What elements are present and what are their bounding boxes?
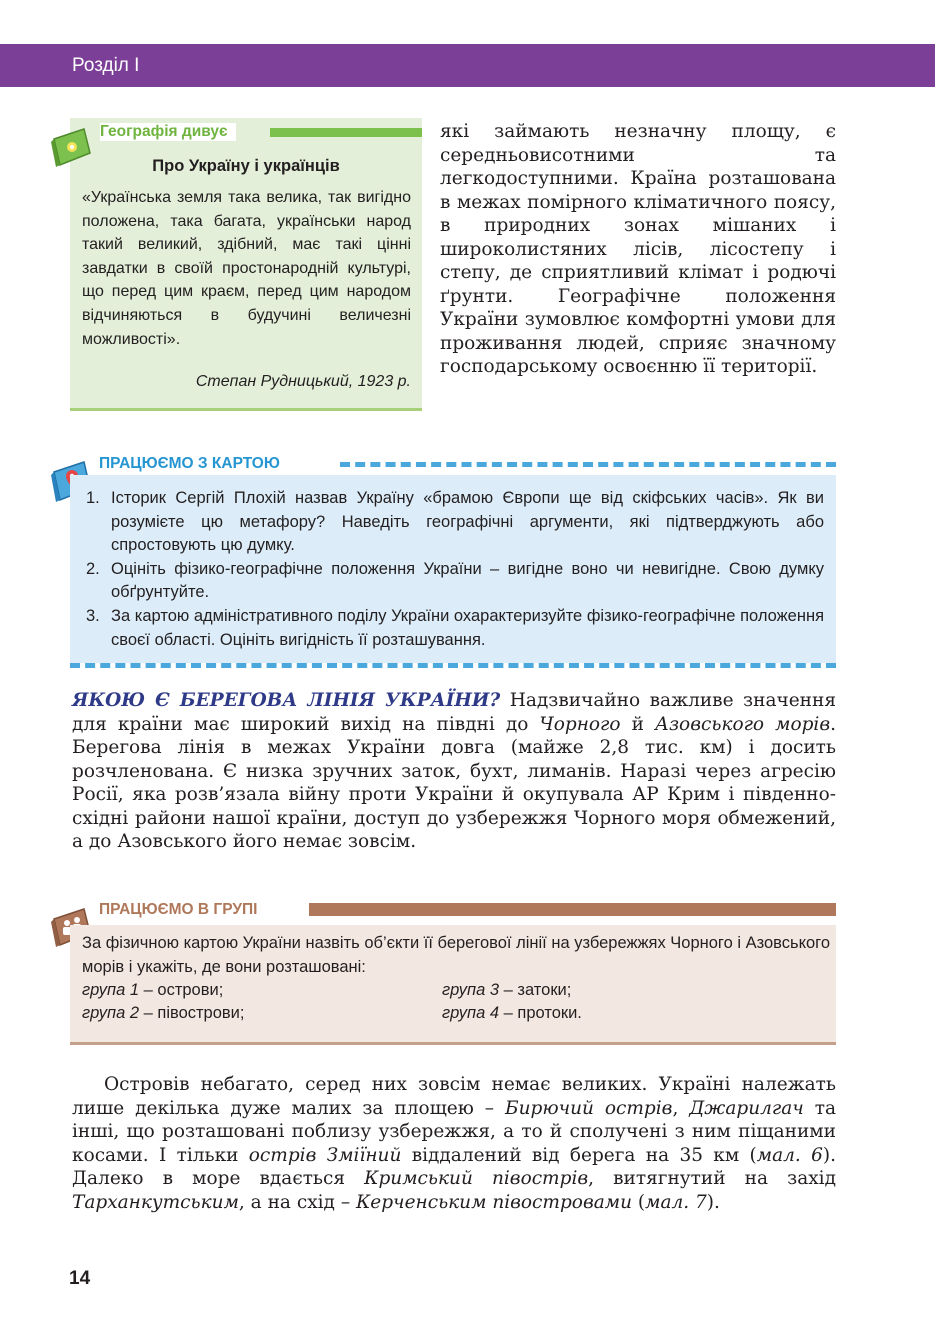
group-item: група 1 – острови; [82, 981, 224, 999]
list-item: 1. Історик Сергій Плохій назвав Україну «брамою Європи ще від скіфських часів». Як ви розумієте цю метафору? Наведіть географічні аргументи, які підтверджують або спростовують цю думку. [86, 489, 824, 555]
islands-paragraph: Островів небагато, серед них зовсім немає великих. Україні належать лише декілька дуже малих за площею – Бирючий острів, Джарилгач та інші, що розташовані поблизу узбережжя, а то й сполучені з ним піщаними косами. І тільки острів Зміїний віддалений від берега на 35 км (мал. 6). Далеко в море вдається Кримський півострів, витягнутий на захід Тарханкутським, а на схід – Керченським півостровами (мал. 7). [72, 1074, 836, 1213]
group-item: група 3 – затоки; [442, 981, 572, 999]
list-item: 3. За картою адміністративного поділу України охарактеризуйте фізико-географічне положення своєї області. Оцініть вигідність її розташування. [86, 606, 824, 649]
quote-author: Степан Рудницький, 1923 р. [195, 373, 411, 390]
section-title: Розділ I [72, 55, 140, 76]
section-question: ЯКОЮ Є БЕРЕГОВА ЛІНІЯ УКРАЇНИ? [72, 690, 501, 711]
group-item: група 2 – півострови; [82, 1004, 245, 1022]
list-item: 2. Оцініть фізико-географічне положення України – вигідне воно чи невигідне. Свою думку обґрунтуйте. [86, 559, 824, 602]
group-item: група 4 – протоки. [442, 1004, 582, 1022]
group-task-text: За фізичною картою України назвіть об’єкти її берегової лінії на узбережжях Чорного і Азовського морів і укажіть, де вони розташовані: [82, 934, 831, 976]
geography-box-bar [270, 128, 422, 137]
group-box-label: ПРАЦЮЄМО В ГРУПІ [99, 901, 265, 919]
section-header [0, 44, 935, 87]
map-box-divider-bottom [70, 663, 836, 668]
map-box-label: ПРАЦЮЄМО З КАРТОЮ [99, 455, 286, 473]
geography-box-label: Географія дивує [100, 123, 236, 141]
map-box-divider-top [340, 462, 836, 467]
right-column-paragraph: які займають незначну площу, є середньовисотними та легкодоступними. Країна розташована в межах помірного кліматичного поясу, в природних зонах мішаних і широколистяних лісів, лісостепу і степу, де сприятливий клімат і родючі ґрунти. Географічне положення України зумовлює комфортні умови для проживання людей, сприяє значному господарському освоєнню її території. [440, 121, 836, 377]
coastline-paragraph: ЯКОЮ Є БЕРЕГОВА ЛІНІЯ УКРАЇНИ? Надзвичайно важливе значення для країни має широкий вихід на півдні до Чорного й Азовського морів. Берегова лінія в межах України довга (майже 2,8 тис. км) і досить розчленована. Є низка зручних заток, бухт, лиманів. Наразі через агресію Росії, яка розв’язала війну проти України й окупувала АР Крим і південно-східні райони нашої країни, доступ до узбережжя Чорного моря обмежений, а до Азовського його немає зовсім. [72, 690, 837, 852]
group-box-bar [309, 903, 836, 916]
geography-box-heading: Про Україну і українців [152, 157, 340, 175]
geography-quote: «Українська земля така велика, так вигідно положена, така багата, українськи народ такий великий, здібний, має такі цінні завдатки в своїй простонародній культурі, що перед цим краєм, перед цим народом відчиняються в будучині величезні можливості». [82, 189, 411, 348]
page-number: 14 [69, 1268, 91, 1289]
map-task-list [86, 487, 824, 652]
